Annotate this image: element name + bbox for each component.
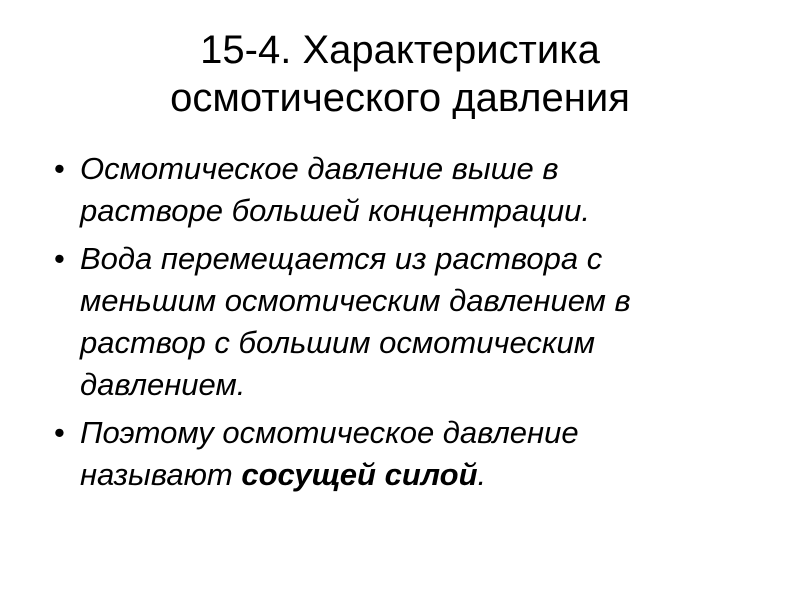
slide-title-line-2: осмотического давления xyxy=(170,76,630,120)
bullet-2-line-1: Вода перемещается из раствора с xyxy=(80,241,603,276)
bullet-marker: • xyxy=(54,151,65,186)
bullet-item-1 xyxy=(52,148,752,232)
bullet-item-3 xyxy=(52,412,752,496)
bullet-marker: • xyxy=(54,241,65,276)
bullet-3-line-1: Поэтому осмотическое давление xyxy=(80,415,579,450)
bullet-1-line-2: растворе большей концентрации. xyxy=(80,193,590,228)
bullet-3-line-2-prefix: называют xyxy=(80,457,242,492)
bullet-list xyxy=(52,148,752,502)
bullet-2-line-3: раствор с большим осмотическим xyxy=(80,325,595,360)
bullet-marker: • xyxy=(54,415,65,450)
slide-title-line-1: 15-4. Характеристика xyxy=(200,28,600,72)
bullet-2-line-4: давлением. xyxy=(80,367,246,402)
bullet-1-line-1: Осмотическое давление выше в xyxy=(80,151,559,186)
bullet-2-line-2: меньшим осмотическим давлением в xyxy=(80,283,631,318)
bullet-item-2 xyxy=(52,238,752,406)
bullet-text xyxy=(80,148,752,232)
bullet-text xyxy=(80,412,752,496)
slide-title xyxy=(40,26,760,122)
bullet-3-line-2-suffix: . xyxy=(477,457,487,492)
bullet-3-line-2 xyxy=(80,454,752,496)
bullet-text xyxy=(80,238,752,406)
emphasis-term: сосущей силой xyxy=(241,457,478,492)
